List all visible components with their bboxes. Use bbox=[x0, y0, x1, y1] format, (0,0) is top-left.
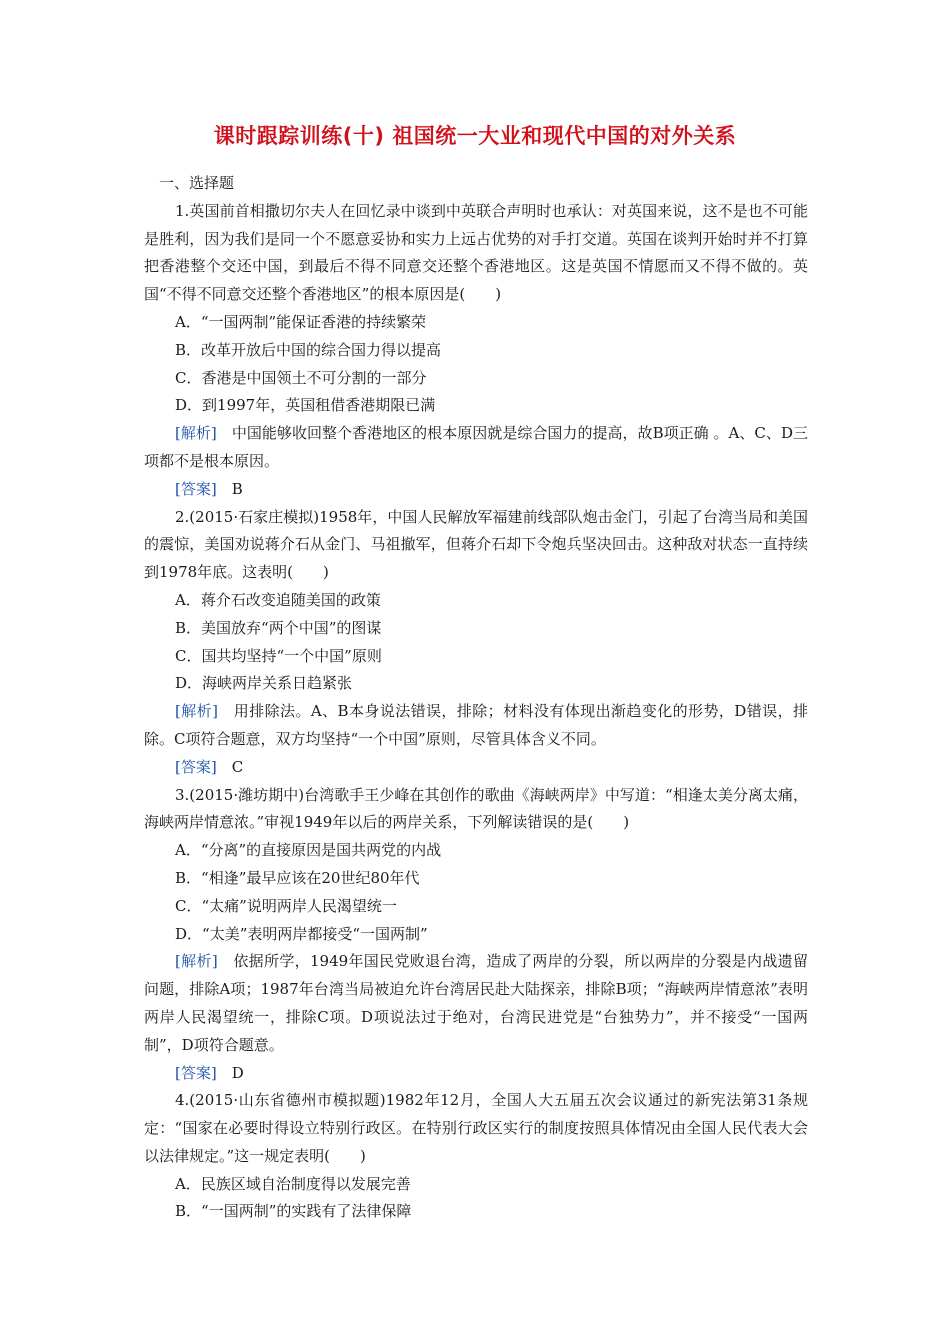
option-d: D．“太美”表明两岸都接受“一国两制” bbox=[175, 924, 428, 943]
option-a: A．蒋介石改变追随美国的政策 bbox=[175, 590, 381, 609]
question-stem: 4.(2015·山东省德州市模拟题)1982年12月，全国人大五届五次会议通过的新宪法第31条规定：“国家在必要时得设立特别行政区。在特别行政区实行的制度按照具体情况由全国人民代表大会以法律规定。”这一规定表明( ) bbox=[144, 1091, 808, 1165]
answer-line bbox=[144, 1060, 808, 1088]
page-title: 课时跟踪训练(十) 祖国统一大业和现代中国的对外关系 bbox=[213, 124, 737, 148]
section-heading: 一、选择题 bbox=[159, 174, 235, 192]
option-d: D．到1997年，英国租借香港期限已满 bbox=[175, 396, 436, 415]
question-stem: 3.(2015·潍坊期中)台湾歌手王少峰在其创作的歌曲《海峡两岸》中写道：“相逢太美分离太痛，海峡两岸情意浓。”审视1949年以后的两岸关系，下列解读错误的是( ) bbox=[144, 785, 808, 832]
analysis-tag: [解析] bbox=[175, 702, 218, 721]
option-a: A．民族区域自治制度得以发展完善 bbox=[175, 1174, 411, 1193]
analysis-tag: [解析] bbox=[175, 424, 217, 443]
analysis-text: 中国能够收回整个香港地区的根本原因就是综合国力的提高，故B项正确 。A、C、D三项都不是根本原因。 bbox=[144, 424, 808, 470]
analysis-text: 用排除法。A、B本身说法错误，排除；材料没有体现出渐趋变化的形势，D错误，排除。C项符合题意，双方均坚持“一个中国”原则，尽管具体含义不同。 bbox=[144, 702, 808, 748]
answer-line bbox=[144, 476, 808, 504]
analysis-paragraph bbox=[144, 948, 808, 1059]
document-body bbox=[144, 170, 808, 1226]
answer-text: B bbox=[216, 479, 243, 498]
question-stem: 2.(2015·石家庄模拟)1958年，中国人民解放军福建前线部队炮击金门，引起了台湾当局和美国的震惊，美国劝说蒋介石从金门、马祖撤军，但蒋介石却下令炮兵坚决回击。这种敌对状态一直持续到1978年底。这表明( ) bbox=[144, 507, 808, 582]
option-b: B．美国放弃“两个中国”的图谋 bbox=[175, 618, 382, 637]
analysis-tag: [解析] bbox=[175, 952, 218, 971]
question-stem: 1.英国前首相撒切尔夫人在回忆录中谈到中英联合声明时也承认：对英国来说，这不是也不可能是胜利，因为我们是同一个不愿意妥协和实力上远占优势的对手打交道。英国在谈判开始时并不打算把香港整个交还中国，到最后不得不同意交还整个香港地区。这是英国不情愿而又不得不做的。英国“不得不同意交还整个香港地区”的根本原因是( ) bbox=[144, 201, 808, 304]
option-a: A．“一国两制”能保证香港的持续繁荣 bbox=[175, 312, 427, 331]
answer-tag: [答案] bbox=[175, 757, 217, 776]
answer-line bbox=[144, 754, 808, 782]
answer-tag: [答案] bbox=[175, 1063, 217, 1082]
option-b: B．改革开放后中国的综合国力得以提高 bbox=[175, 340, 442, 359]
option-c: C．香港是中国领土不可分割的一部分 bbox=[175, 368, 427, 387]
answer-tag: [答案] bbox=[175, 479, 217, 498]
option-c: C．国共均坚持“一个中国”原则 bbox=[175, 646, 382, 665]
answer-text: C bbox=[216, 757, 244, 776]
analysis-paragraph bbox=[144, 420, 808, 476]
analysis-paragraph bbox=[144, 698, 808, 754]
option-b: B．“一国两制”的实践有了法律保障 bbox=[175, 1202, 412, 1221]
option-d: D．海峡两岸关系日趋紧张 bbox=[175, 674, 353, 693]
option-c: C．“太痛”说明两岸人民渴望统一 bbox=[175, 896, 397, 915]
option-a: A．“分离”的直接原因是国共两党的内战 bbox=[175, 841, 442, 860]
analysis-text: 依据所学，1949年国民党败退台湾，造成了两岸的分裂，所以两岸的分裂是内战遗留问题，排除A项；1987年台湾当局被迫允许台湾居民赴大陆探亲，排除B项；“海峡两岸情意浓”表明两岸人民渴望统一，排除C项。D项说法过于绝对，台湾民进党是“台独势力”，并不接受“一国两制”，D项符合题意。 bbox=[144, 952, 808, 1054]
option-b: B．“相逢”最早应该在20世纪80年代 bbox=[175, 868, 420, 887]
answer-text: D bbox=[216, 1063, 244, 1082]
